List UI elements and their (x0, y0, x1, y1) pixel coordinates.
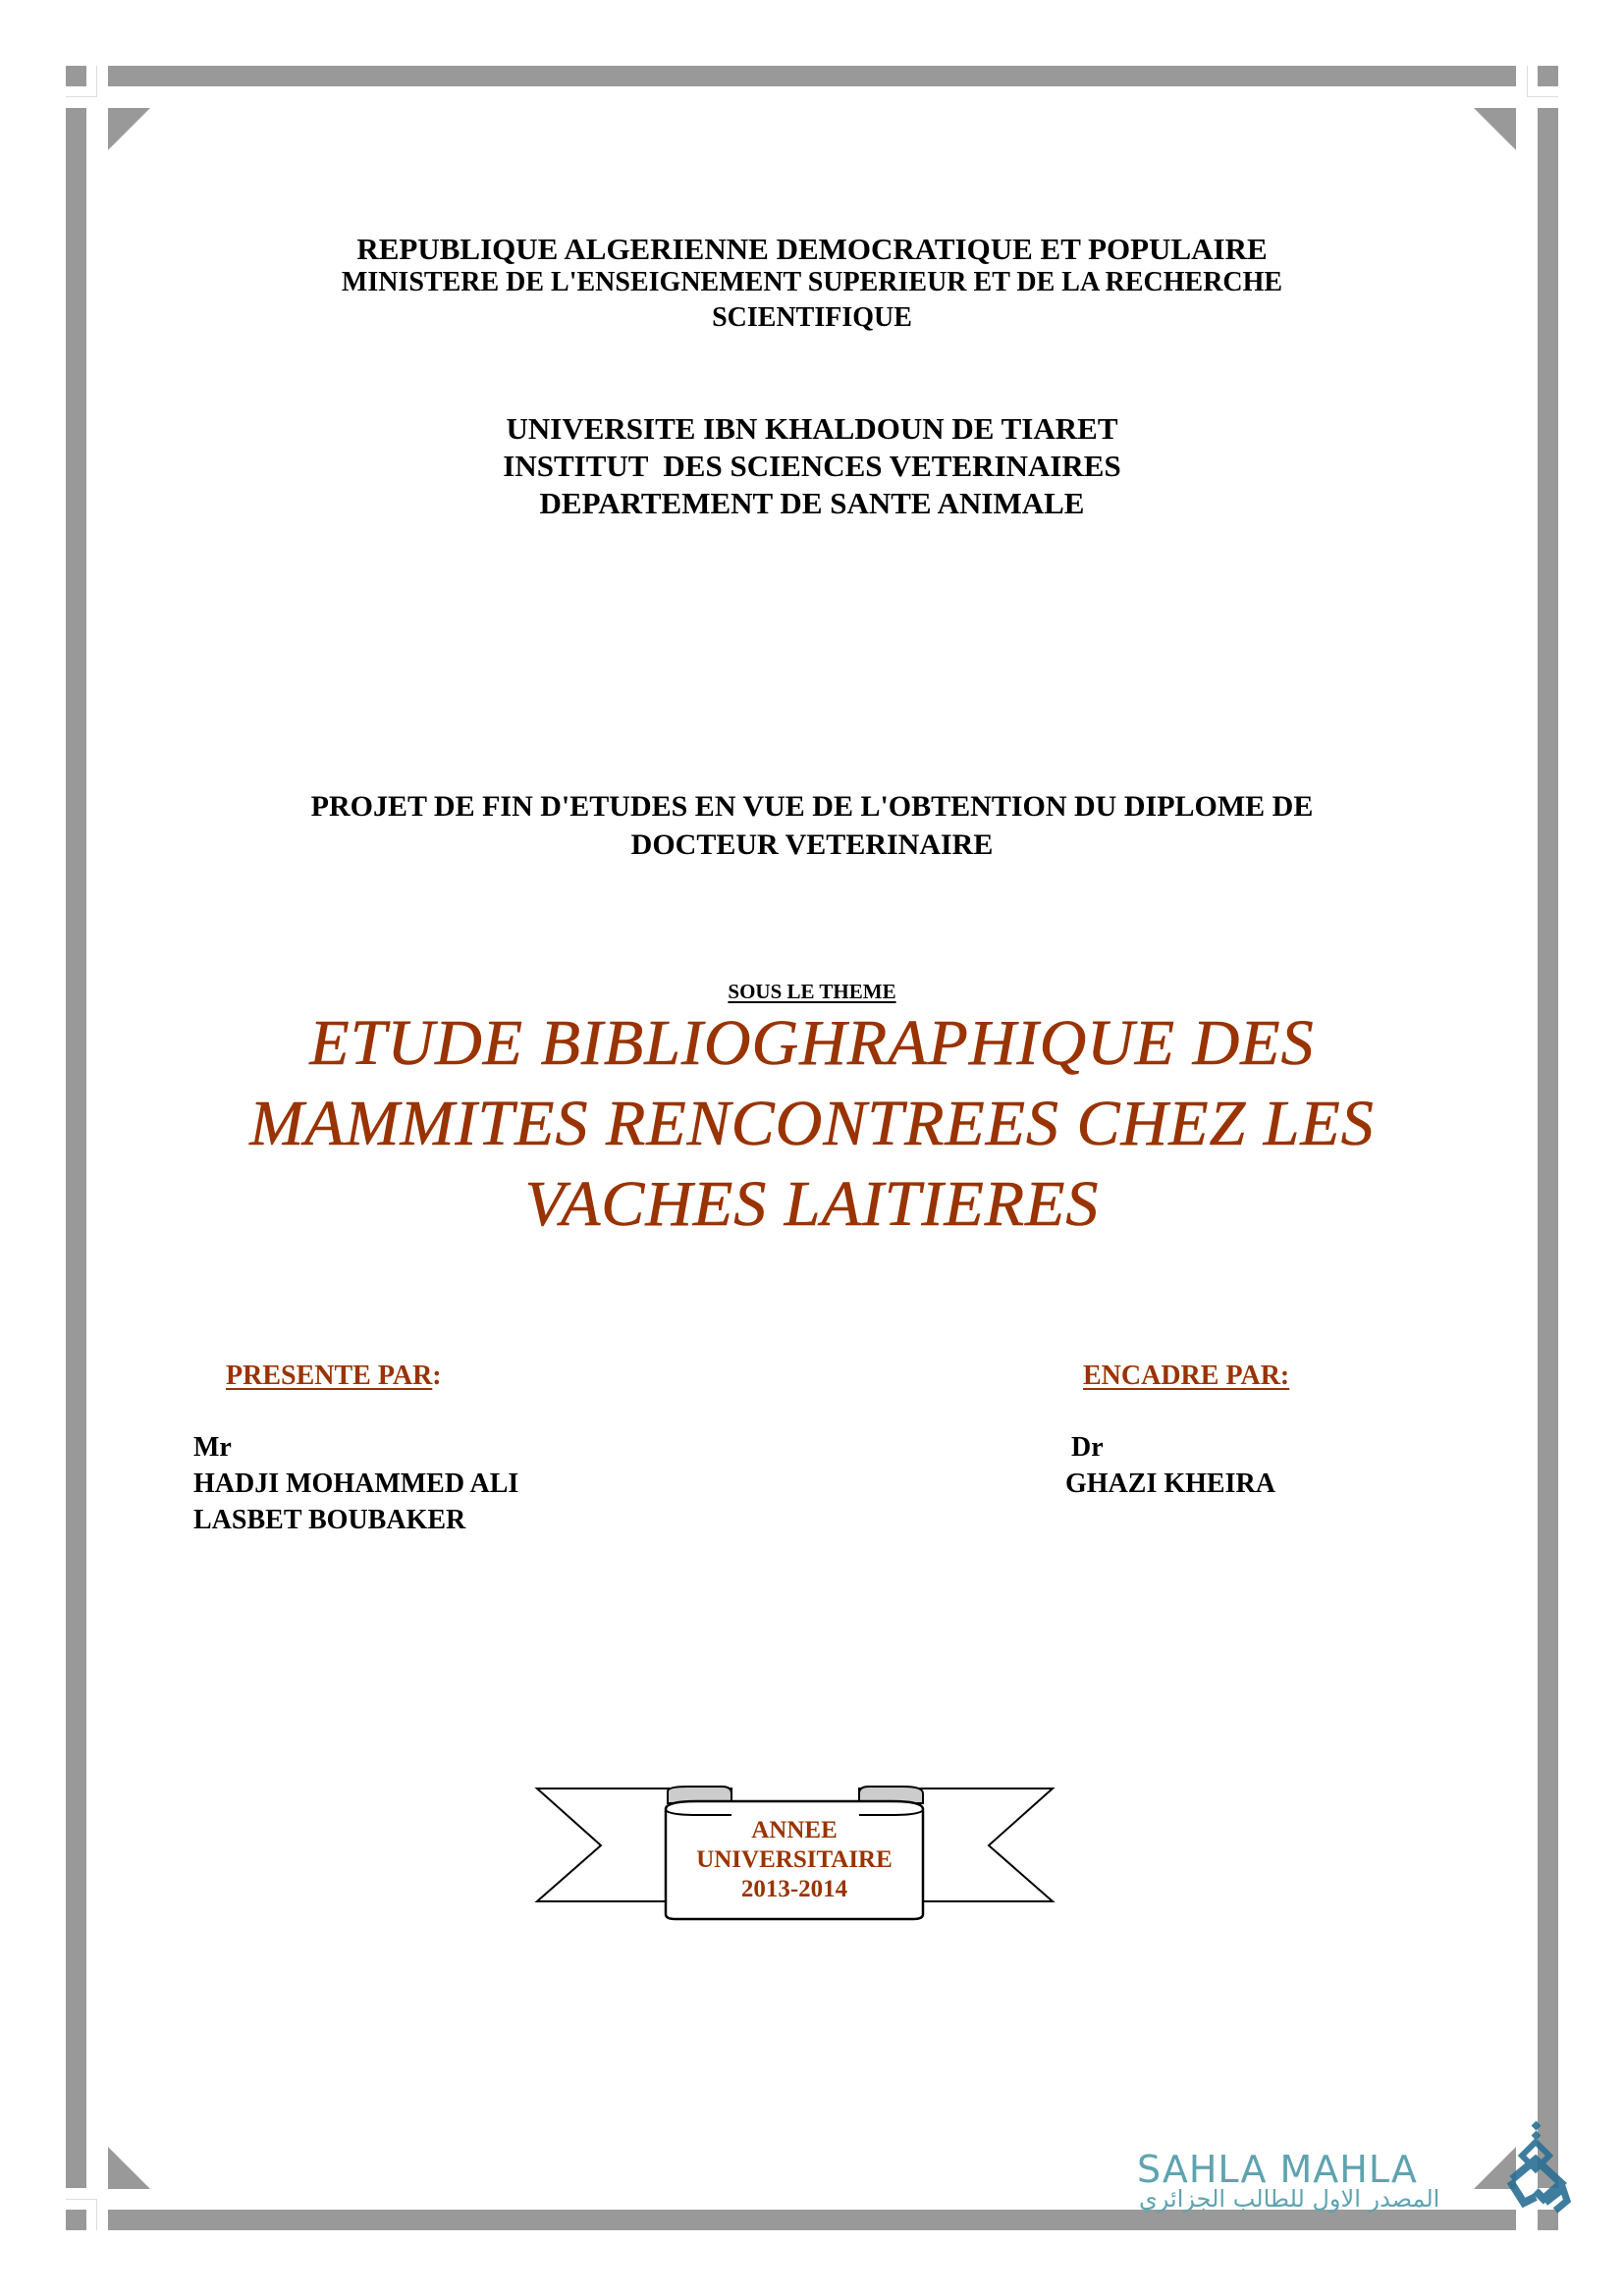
thesis-title-line-1: ETUDE BIBLIOGHRAPHIQUE DES (309, 1007, 1315, 1079)
presented-by-text: PRESENTE PAR (226, 1361, 433, 1391)
border-corner-line-tl-v (96, 66, 97, 97)
border-bottom-bar (108, 2210, 1516, 2230)
supervisor-block (1065, 1429, 1275, 1502)
supervised-by-label (1083, 1361, 1289, 1392)
supervisor-name: GHAZI KHEIRA (1065, 1468, 1275, 1499)
presenter-name: LASBET BOUBAKER (193, 1505, 466, 1535)
presented-by-label (226, 1361, 442, 1392)
border-corner-bottom-left (66, 2210, 86, 2230)
university-name: UNIVERSITE IBN KHALDOUN DE TIARET (506, 411, 1118, 446)
theme-label (0, 980, 1624, 1004)
border-triangle-top-right (1474, 108, 1516, 150)
ministry-heading-cont: SCIENTIFIQUE (712, 302, 912, 333)
border-corner-line-tr (1527, 96, 1558, 97)
academic-year-line-1: ANNEE (751, 1817, 838, 1843)
department-name: DEPARTEMENT DE SANTE ANIMALE (539, 486, 1085, 520)
watermark-logo-icon (1502, 2120, 1571, 2218)
border-triangle-bottom-left (108, 2147, 150, 2189)
presented-by-colon: : (432, 1361, 442, 1391)
border-corner-line-bl (66, 2199, 97, 2200)
project-degree: DOCTEUR VETERINAIRE (630, 828, 994, 861)
border-top-bar (108, 66, 1516, 86)
border-corner-top-right (1538, 66, 1558, 86)
watermark-tagline: المصدر الاول للطالب الجزائري (1139, 2185, 1440, 2213)
presenter-name: HADJI MOHAMMED ALI (193, 1468, 519, 1499)
institute-name: INSTITUT DES SCIENCES VETERINAIRES (503, 449, 1121, 483)
supervised-by-text: ENCADRE PAR: (1083, 1361, 1290, 1391)
academic-year-label (666, 1816, 923, 1904)
border-corner-line-bl-v (96, 2199, 97, 2230)
watermark-brand: SAHLA MAHLA (1137, 2148, 1418, 2191)
academic-year-line-2: UNIVERSITAIRE (696, 1846, 893, 1873)
thesis-title-line-2: MAMMITES RENCONTREES CHEZ LES (249, 1088, 1375, 1159)
ministry-heading: MINISTERE DE L'ENSEIGNEMENT SUPERIEUR ET DE LA RECHERCHE (341, 267, 1283, 297)
republic-heading: REPUBLIQUE ALGERIENNE DEMOCRATIQUE ET POPULAIRE (356, 232, 1268, 266)
border-corner-top-left (66, 66, 86, 86)
presenter-title: Mr (193, 1432, 232, 1463)
project-description: PROJET DE FIN D'ETUDES EN VUE DE L'OBTENTION DU DIPLOME DE (310, 790, 1314, 823)
supervisor-title: Dr (1071, 1432, 1104, 1463)
presenters-block (193, 1429, 518, 1538)
thesis-title-line-3: VACHES LAITIERES (524, 1168, 1100, 1240)
border-corner-line-tl (66, 96, 97, 97)
border-corner-line-tr-v (1527, 66, 1528, 97)
theme-label-text: SOUS LE THEME (728, 980, 896, 1003)
academic-year-value: 2013-2014 (740, 1876, 848, 1902)
border-triangle-top-left (108, 108, 150, 150)
